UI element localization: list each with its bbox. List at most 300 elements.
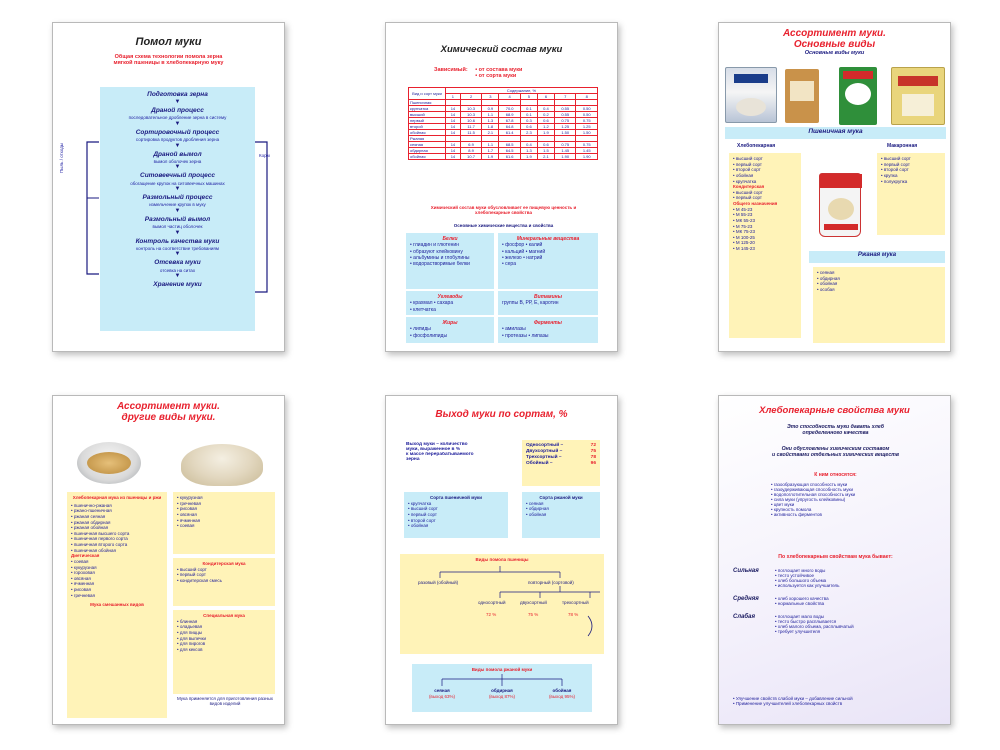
block-head: Специальная мука (203, 613, 245, 618)
rye-grades (522, 492, 600, 538)
chem-cell: 64.8 (499, 124, 521, 130)
chem-cell: крупчатка (409, 106, 446, 112)
list-item: • нормальные свойства (775, 601, 825, 606)
chem-cell: 1.7 (482, 148, 499, 154)
chem-cell: обойная (409, 130, 446, 136)
flour-pack-3 (839, 67, 877, 125)
list-item: • М 75-23 (733, 223, 753, 229)
chem-cell: обдирная (409, 148, 446, 154)
baking-include-head: К ним относятся: (814, 472, 857, 478)
milling-step-head: Контроль качества муки (135, 237, 220, 245)
chem-cell: 61.4 (499, 130, 521, 136)
list-item: • для кексов (177, 646, 203, 652)
chem-cell: 1.3 (520, 148, 537, 154)
down-arrow-icon: ▼ (174, 99, 181, 106)
chem-cell: 11.5 (460, 130, 482, 136)
list-item: • М 100-25 (733, 234, 755, 240)
baking-class-lines (775, 614, 854, 634)
milling-step-head: Хранение муки (153, 281, 202, 289)
list-item: • обдирная (526, 506, 549, 512)
chem-block-line: • кальций • магний (502, 248, 546, 255)
list-item: • ржано-пшеничная (71, 508, 112, 514)
chem-block-line: • фосфор • калий (502, 242, 543, 249)
list-item: • пшеничная обойная (71, 547, 116, 553)
chem-cell: 0.2 (537, 112, 554, 118)
chem-cell: 1.1 (482, 112, 499, 118)
list-item: • поглощает много воды (775, 568, 826, 573)
chem-cell: 1.1 (482, 142, 499, 148)
chem-cell: 2.3 (520, 130, 537, 136)
list-item: Кондитерская (733, 184, 765, 190)
list-item: • полукрупка (881, 178, 908, 184)
chem-cell: 14 (446, 130, 461, 136)
down-arrow-icon: ▼ (174, 229, 181, 236)
yield-row (526, 461, 596, 467)
chem-cell: 61.6 (499, 154, 521, 160)
chem-cell: 1.45 (576, 148, 598, 154)
chem-cell: 2.1 (537, 154, 554, 160)
flour-bowl-image (73, 436, 145, 488)
yield-value: 78 (590, 454, 596, 460)
list-item: • М 55-23 (733, 212, 753, 218)
rye-scheme-head: Виды помола ржаной муки (471, 667, 533, 672)
chem-block-line: • протеазы • липазы (502, 332, 549, 339)
chem-block-line: • сера (502, 261, 516, 267)
chem-cell: 0.4 (520, 142, 537, 148)
baking-class-name: Средняя (733, 596, 759, 602)
chem-cell: 1.50 (554, 130, 576, 136)
rye-scheme-item (489, 688, 515, 699)
chem-cell: 10.3 (460, 106, 482, 112)
scheme-sub-1: односортный (478, 600, 506, 605)
list-item: • первый сорт (408, 511, 437, 517)
milling-step-head: Подготовка зерна (147, 91, 208, 98)
list-item: • кукурузная (71, 564, 97, 570)
yield-intro: Выход муки – количество муки, выраженное в % к массе перерабатываемого зерна (406, 442, 474, 462)
chem-block-line: • крахмал • сахара (410, 300, 454, 307)
chem-cell: 14 (446, 124, 461, 130)
chem-cell: 1.3 (482, 118, 499, 124)
scheme-sub-3: трехсортный (562, 600, 589, 605)
list-item: • высший сорт (408, 506, 438, 512)
chem-cell: 1.9 (482, 154, 499, 160)
chem-cell: 8.9 (460, 148, 482, 154)
chem-cell: 14 (446, 148, 461, 154)
other-right-1 (173, 492, 275, 554)
rye-scheme-item (429, 688, 455, 699)
milling-step-desc: контроль на соответствие требованиям (136, 245, 219, 251)
flour-bag (819, 173, 861, 237)
list-item: • газоудерживающая способность муки (771, 487, 853, 492)
sheet-subtitle: Основные виды муки (804, 50, 865, 56)
list-item: • для выпечки (177, 635, 207, 641)
chem-cell: 1.5 (537, 148, 554, 154)
chem-block-line: • клетчатка (410, 306, 436, 313)
chem-cell: 2.1 (482, 130, 499, 136)
list-item: • пшеничная второго сорта (71, 542, 128, 547)
flour-pack-1 (725, 67, 777, 123)
list-item: • высший сорт (733, 156, 763, 161)
flour-pack-4 (891, 67, 945, 125)
milling-bracket-right (253, 138, 273, 298)
baking-class-name: Слабая (733, 614, 755, 620)
list-item: • для пирогов (177, 641, 206, 647)
chem-block-proteins (406, 233, 494, 289)
list-item: Общего назначения (733, 201, 778, 206)
list-item: • активность ферментов (771, 512, 822, 517)
bakery-mix-list (67, 492, 167, 718)
scheme-val-2: 75 % (528, 612, 539, 617)
chem-cell: 0.75 (554, 142, 576, 148)
milling-steps (102, 91, 253, 289)
list-item: • блинная (177, 618, 198, 624)
flour-pile-image (179, 436, 265, 488)
list-item: • ячменная (177, 517, 201, 523)
list-item: • рисовая (71, 587, 91, 592)
chem-cell: 0.75 (554, 118, 576, 124)
baking-class-row (733, 596, 943, 606)
list-item: • крупка (881, 172, 898, 178)
sheet-title: Выход муки по сортам, % (435, 409, 568, 420)
list-item: • ржаная обойная (71, 525, 109, 531)
chem-cell: 67.8 (499, 118, 521, 124)
bakery-mix-foot: Мука смешанных видов (90, 602, 144, 608)
list-item: • первый сорт (881, 161, 910, 167)
list-item: • сеяная (526, 500, 544, 506)
chem-block-line: • глиадин и глютенин (410, 242, 459, 249)
milling-step-desc: обогащение крупок на ситовеечных машинах (130, 180, 225, 186)
baking-def: Это способность муки давать хлеб определенного качества (786, 424, 885, 436)
other-right-2 (173, 558, 275, 606)
list-item: • пшеничная высшего сорта (71, 530, 130, 536)
chem-table-header: Содержание, % (446, 88, 598, 94)
list-item: Диетическая (71, 553, 100, 559)
milling-scheme (400, 554, 604, 654)
chem-cell: сеяная (409, 142, 446, 148)
milling-step-head: Ситовеечный процесс (140, 172, 215, 180)
rye-grades-head: Сорта ржаной муки (539, 495, 583, 500)
milling-step-head: Размольный вымол (144, 215, 211, 223)
chem-block-enzymes (498, 317, 598, 343)
yield-label: Трехсортный – (526, 454, 562, 460)
chem-first-col-head: Вид и сорт муки (409, 88, 446, 100)
sheet-milling (52, 22, 285, 352)
baking-classes (733, 568, 943, 642)
pasta-head: Макаронная (887, 143, 918, 149)
chem-cell: 10.3 (460, 112, 482, 118)
chem-cell: второй (409, 124, 446, 130)
chem-block-minerals (498, 233, 598, 289)
chem-table-row (409, 154, 598, 160)
chem-cell: 68.9 (499, 112, 521, 118)
down-arrow-icon: ▼ (174, 164, 181, 171)
sheet-assortment-main (718, 22, 951, 352)
list-item: • используется как улучшитель (775, 583, 840, 588)
chem-cell: 0.6 (537, 118, 554, 124)
milling-step-desc: сортировка продуктов дробления зерна (135, 137, 220, 142)
chem-block-vitamins (498, 291, 598, 315)
sheet-title: Помол муки (135, 36, 202, 48)
rye-scheme-lines (412, 674, 592, 688)
chem-block-line: • липиды (410, 326, 431, 333)
chem-cell: первый (409, 118, 446, 124)
chem-cell: 68.5 (499, 142, 521, 148)
list-item: • газообразующая способность муки (771, 482, 848, 487)
chem-cell: 70.0 (499, 106, 521, 112)
depends-label: Зависимый: (434, 67, 468, 73)
milling-step-desc: вымол оболочек зерна (153, 158, 202, 164)
chem-cell: 0.4 (537, 106, 554, 112)
chem-cell: 1.9 (520, 154, 537, 160)
wheat-grades-head: Сорта пшеничной муки (430, 495, 482, 500)
chem-cell: 0.1 (520, 112, 537, 118)
list-item: • кукурузная (177, 495, 203, 500)
wheat-label: Пшеничная мука (725, 127, 946, 139)
rye-scheme-value: (выход 95%) (548, 693, 576, 699)
rye-scheme (412, 664, 592, 712)
chem-cell: Ржаная (409, 136, 446, 142)
chem-block-line: • водорастворимые белки (410, 261, 470, 267)
yield-label: Односортный – (526, 443, 564, 448)
list-item: • соевая (71, 558, 89, 564)
list-item: • второй сорт (733, 167, 761, 173)
chem-block-line: • альбумины и глобулины (410, 254, 470, 261)
down-arrow-icon: ▼ (174, 251, 181, 258)
list-item: • особая (817, 286, 835, 292)
bakery-head: Хлебопекарная (737, 143, 776, 149)
yield-value: 72 (590, 443, 596, 448)
chem-cell: 0.55 (554, 106, 576, 112)
down-arrow-icon: ▼ (174, 273, 181, 280)
bakery-mix-head: Хлебопекарная мука из пшеницы и ржи (72, 495, 162, 500)
chem-cell: обойная (409, 154, 446, 160)
chem-block-line: • фосфолипиды (410, 332, 448, 339)
chem-block-line: • железо • натрий (502, 254, 543, 261)
milling-step-head: Драной процесс (151, 107, 204, 115)
list-item: • рисовая (177, 506, 197, 512)
list-item: • высший сорт (881, 156, 911, 161)
chem-cell: 1.50 (576, 130, 598, 136)
baking-foot: • Улучшение свойств слабой муки – добавление сильной • Применение улучшителей хлебопекарных свойств (733, 696, 853, 706)
baking-class-name: Сильная (733, 568, 759, 574)
baking-class-lines (775, 596, 829, 606)
milling-side-left: Пыль / отходы (59, 142, 64, 173)
rye-scheme-name: сеяная (434, 688, 450, 693)
yield-values (522, 440, 600, 486)
chem-cell: 0.50 (576, 112, 598, 118)
list-item: • хлеб большого объема (775, 578, 827, 583)
down-arrow-icon: ▼ (174, 186, 181, 193)
chem-table: Вид и сорт муки Содержание, % 1 2 3 4 5 6 7 8 Пшеничная крупчатка 14 10.3 0.9 70.0 0.1 0.4 0.55 0.50 высший 14 10.3 1.1 68.9 0.1 0.2 0.55 0.50 первый 14 10.6 1.3 67.8 0.3 0.6 0.75 0.75 второй 14 11.7 1.8 64.8 0.6 1.2 1.25 1.25 обойная 14 11.5 2.1 61.4 2.3 1.9 1.50 1.50 Ржаная сеяная 14 6.9 1.1 68.5 0.4 0.6 0.75 0.75 обдирная 14 8.9 1.7 64.5 1.3 1.5 1.45 1.45 обойная 14 10.7 1.9 61.6 1.9 2.1 1.90 1.90 (408, 87, 598, 160)
chem-block-head: Ферменты (534, 320, 562, 326)
list-item: • второй сорт (881, 167, 909, 173)
sheet-title: Химический состав муки (440, 44, 563, 55)
chem-cell: 0.3 (520, 118, 537, 124)
milling-step-desc: последовательное дробление зерна в систему (128, 115, 227, 121)
list-item: • второй сорт (408, 517, 436, 523)
list-item: • крупность помола (771, 507, 812, 512)
milling-step-head: Сортировочный процесс (135, 128, 220, 136)
other-right-foot: Мука применяется для приготовления разных видов изделий (176, 696, 274, 706)
chem-cell: 14 (446, 142, 461, 148)
list-item: • высший сорт (733, 189, 763, 195)
scheme-val-1: 72 % (486, 612, 497, 617)
chem-cell: 0.6 (537, 142, 554, 148)
chem-block-line: группы В, РР, Е, каротин (502, 300, 559, 307)
list-item: • МК 75-23 (733, 229, 755, 235)
chem-cell: 6.9 (460, 142, 482, 148)
rye-label: Ржаная мука (809, 251, 945, 263)
chem-block-head: Минеральные вещества (516, 236, 580, 242)
block-head: Кондитерская мука (202, 561, 246, 566)
sheet-assortment-other (52, 395, 285, 725)
list-item: • высший сорт (177, 566, 207, 572)
sheet-yield (385, 395, 618, 725)
chem-cell: 0.6 (520, 124, 537, 130)
chem-cell: 0.9 (482, 106, 499, 112)
chem-cell: 1.2 (537, 124, 554, 130)
chem-cell: 14 (446, 106, 461, 112)
chem-block-head: Белки (442, 236, 458, 242)
chem-cell: 0.55 (554, 112, 576, 118)
list-item: • соевая (177, 523, 195, 529)
baking-includes (771, 482, 941, 517)
list-item: • обойная (733, 172, 754, 178)
scheme-sub-2: двухсортный (520, 600, 547, 605)
baking-class-row (733, 568, 943, 588)
chem-block-head: Витамины (534, 294, 562, 300)
chem-cell: 1.25 (554, 124, 576, 130)
milling-flow (100, 87, 255, 331)
list-item: • обойная (817, 281, 838, 287)
chem-cell: 0.75 (576, 118, 598, 124)
yield-label: Обойный – (526, 460, 553, 466)
list-item: • для пиццы (177, 629, 203, 635)
chem-cell: 10.7 (460, 154, 482, 160)
milling-step-desc: вымол частиц оболочек (152, 224, 203, 229)
scheme-head: Виды помола пшеницы (475, 557, 529, 562)
scheme-left: разовый (обойный) (418, 580, 459, 585)
wheat-grades (404, 492, 508, 538)
chem-cell: Пшеничная (409, 100, 446, 106)
chem-block-head: Углеводы (437, 294, 463, 300)
chem-block-head: Жиры (442, 320, 458, 326)
chem-cell: 1.9 (537, 130, 554, 136)
list-item: • сила муки (упругость клейковины) (771, 497, 846, 502)
chem-cell: 1.90 (576, 154, 598, 160)
yield-value: 75 (590, 448, 596, 454)
list-item: • крупчатка (408, 500, 432, 506)
list-item: • кондитерская смесь (177, 577, 222, 583)
chem-block-carbs (406, 291, 494, 315)
list-item: • хлеб хорошего качества (775, 596, 829, 601)
sheet-baking (718, 395, 951, 725)
milling-side-right: Корм (259, 153, 270, 158)
scheme-right: повторный (сортовой) (528, 580, 574, 585)
rye-scheme-name: обдирная (491, 688, 513, 693)
list-item: • тесто устойчивое (775, 573, 815, 578)
list-item: • сеяная (817, 270, 835, 275)
down-arrow-icon: ▼ (174, 120, 181, 127)
list-item: • тесто быстро расплывается (775, 619, 837, 624)
sheet-chemistry (385, 22, 618, 352)
list-item: • оладьевая (177, 624, 203, 630)
chem-table-wrap (408, 87, 598, 160)
chem-cell: 0.1 (520, 106, 537, 112)
list-item: • крупчатка (733, 178, 757, 184)
sheet-subtitle: Общая схема технологии помола зерна мягкой пшеницы в хлебопекарную муку (113, 53, 224, 67)
list-item: • овсяная (71, 575, 91, 581)
milling-step-desc: отсевка на ситах (159, 267, 196, 273)
chem-cell: 1.90 (554, 154, 576, 160)
chem-cell: 1.45 (554, 148, 576, 154)
list-item: • гречневая (71, 592, 95, 598)
list-item: • М 125-20 (733, 240, 755, 246)
list-item: • обойная (526, 511, 547, 517)
list-item: • обдирная (817, 275, 840, 281)
list-item: • гречневая (177, 500, 201, 506)
down-arrow-icon: ▼ (174, 207, 181, 214)
chem-cell: 1.8 (482, 124, 499, 130)
list-item: • гороховая (71, 570, 95, 576)
baking-cause: Они обусловлены химическим составом и свойствами отдельных химических веществ (771, 446, 900, 458)
scheme-val-3: 78 % (568, 612, 579, 617)
sheet-title: Ассортимент муки. другие виды муки. (117, 402, 220, 423)
milling-step-head: Размольный процесс (142, 194, 213, 202)
list-item: • МК 55-23 (733, 217, 755, 223)
down-arrow-icon: ▼ (174, 142, 181, 149)
list-item: • поглощает мало воды (775, 614, 824, 619)
chem-cell: 14 (446, 112, 461, 118)
baking-class-row (733, 614, 943, 634)
chem-cell: 64.5 (499, 148, 521, 154)
chem-note2: Основные химические вещества и свойства (453, 223, 554, 228)
chem-cell: 0.50 (576, 106, 598, 112)
chem-block-line: • образуют клейковину (410, 248, 463, 255)
baking-class-lines (775, 568, 840, 588)
yield-label: Двухсортный – (526, 448, 563, 454)
chem-cell: 10.6 (460, 118, 482, 124)
list-item: • ржаная сеяная (71, 513, 106, 519)
list-item: • обойная (408, 523, 429, 529)
list-item: • пшенично-ржаная (71, 502, 112, 508)
chem-cell: 14 (446, 118, 461, 124)
milling-step-desc: измельчение крупок в муку (149, 202, 206, 208)
chem-cell: высший (409, 112, 446, 118)
sheet-title: Хлебопекарные свойства муки (759, 405, 910, 416)
bakery-list (729, 153, 801, 338)
list-item: • хлеб малого объема, расплывчатый (775, 624, 854, 629)
chem-cell: 1.25 (576, 124, 598, 130)
flour-pack-2 (785, 69, 819, 123)
list-item: • пшеничная первого сорта (71, 536, 128, 542)
chem-cell: 14 (446, 154, 461, 160)
chem-cell: 0.75 (576, 142, 598, 148)
pasta-list (877, 153, 945, 235)
list-item: • овсяная (177, 511, 197, 517)
chem-block-line: • амилазы (502, 326, 526, 333)
rye-scheme-name: обойная (552, 688, 572, 693)
sheet-title: Ассортимент муки. Основные виды (783, 29, 886, 50)
depends-row: Зависимый: • от состава муки • от сорта муки (434, 67, 523, 79)
list-item: • первый сорт (733, 161, 762, 167)
other-right-3 (173, 610, 275, 694)
list-item: • водопоглотительная способность муки (771, 492, 856, 497)
list-item: • требует улучшителя (775, 629, 821, 634)
rye-scheme-item (549, 688, 575, 699)
list-item: • М 45-23 (733, 206, 753, 212)
list-item: • ржаная обдирная (71, 519, 111, 525)
